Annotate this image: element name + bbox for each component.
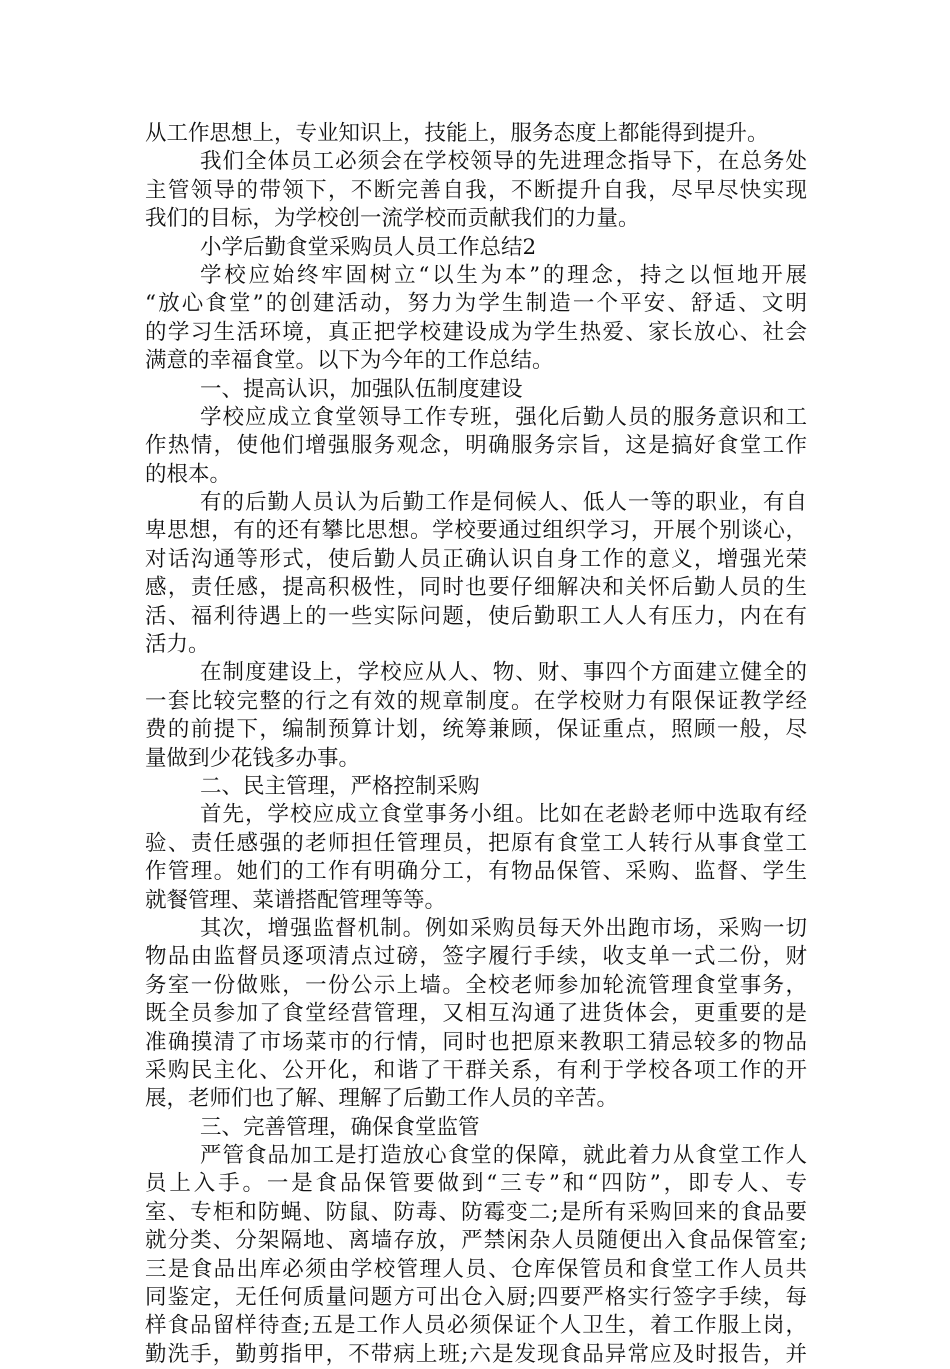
text-line: 小学后勤食堂采购员人员工作总结2 — [200, 234, 537, 260]
text-line: 对话沟通等形式，使后勤人员正确认识自身工作的意义，增强光荣 — [145, 546, 807, 572]
document-body — [145, 120, 807, 1369]
text-line: 感，责任感，提高积极性，同时也要仔细解决和关怀后勤人员的生 — [145, 575, 807, 601]
text-line: 满意的幸福食堂。以下为今年的工作总结。 — [145, 348, 554, 374]
text-line: 量做到少花钱多办事。 — [145, 745, 361, 771]
text-line: 从工作思想上，专业知识上，技能上，服务态度上都能得到提升。 — [145, 121, 769, 146]
text-line: 室、专柜和防蝇、防鼠、防毒、防霉变二;是所有采购回来的食品要 — [145, 1199, 807, 1225]
text-line: 卑思想，有的还有攀比思想。学校要通过组织学习，开展个别谈心， — [145, 518, 807, 544]
text-line: 就餐管理、菜谱搭配管理等等。 — [145, 887, 447, 913]
text-line: 严管食品加工是打造放心食堂的保障，就此着力从食堂工作人 — [200, 1143, 807, 1169]
text-line: 我们的目标，为学校创一流学校而贡献我们的力量。 — [145, 206, 640, 232]
text-line: 采购民主化、公开化，和谐了干群关系，有利于学校各项工作的开 — [145, 1057, 807, 1083]
text-line: 同鉴定，无任何质量问题方可出仓入厨;四要严格实行签字手续，每 — [145, 1285, 807, 1311]
text-line: 主管领导的带领下，不断完善自我，不断提升自我，尽早尽快实现 — [145, 177, 807, 203]
text-line: 学校应成立食堂领导工作专班，强化后勤人员的服务意识和工 — [200, 404, 807, 430]
text-line: 员上入手。一是食品保管要做到“三专”和“四防”，即专人、专 — [145, 1171, 807, 1197]
text-line: 既全员参加了食堂经营管理，又相互沟通了进货体会，更重要的是 — [145, 1001, 807, 1027]
text-line: 学校应始终牢固树立“以生为本”的理念，持之以恒地开展 — [200, 262, 807, 288]
text-line: 三是食品出库必须由学校管理人员、仓库保管员和食堂工作人员共 — [145, 1256, 807, 1282]
text-line: 验、责任感强的老师担任管理员，把原有食堂工人转行从事食堂工 — [145, 830, 807, 856]
text-line: 样食品留样待查;五是工作人员必须保证个人卫生，着工作服上岗， — [145, 1313, 807, 1339]
text-line: 展，老师们也了解、理解了后勤工作人员的辛苦。 — [145, 1086, 619, 1112]
text-line: 的根本。 — [145, 461, 232, 487]
text-line: “放心食堂”的创建活动，努力为学生制造一个平安、舒适、文明 — [145, 291, 807, 317]
text-line: 务室一份做账，一份公示上墙。全校老师参加轮流管理食堂事务， — [145, 972, 807, 998]
text-line: 其次，增强监督机制。例如采购员每天外出跑市场，采购一切 — [200, 915, 807, 941]
text-line: 三、完善管理，确保食堂监管 — [200, 1114, 480, 1140]
text-line: 勤洗手，勤剪指甲，不带病上班;六是发现食品异常应及时报告，并 — [145, 1341, 807, 1367]
text-line: 物品由监督员逐项清点过磅，签字履行手续，收支单一式二份，财 — [145, 944, 807, 970]
text-line: 我们全体员工必须会在学校领导的先进理念指导下，在总务处 — [200, 149, 807, 175]
text-line: 就分类、分架隔地、离墙存放，严禁闲杂人员随便出入食品保管室; — [145, 1228, 807, 1254]
text-line: 有的后勤人员认为后勤工作是伺候人、低人一等的职业，有自 — [200, 490, 807, 516]
text-line: 准确摸清了市场菜市的行情，同时也把原来教职工猜忌较多的物品 — [145, 1029, 807, 1055]
text-line: 活力。 — [145, 632, 210, 658]
text-line: 费的前提下，编制预算计划，统筹兼顾，保证重点，照顾一般，尽 — [145, 717, 807, 743]
text-line: 活、福利待遇上的一些实际问题，使后勤职工人人有压力，内在有 — [145, 603, 807, 629]
text-line: 一、提高认识，加强队伍制度建设 — [200, 376, 523, 402]
text-line: 的学习生活环境，真正把学校建设成为学生热爱、家长放心、社会 — [145, 319, 807, 345]
text-line: 在制度建设上，学校应从人、物、财、事四个方面建立健全的 — [200, 660, 807, 686]
text-line: 首先，学校应成立食堂事务小组。比如在老龄老师中选取有经 — [200, 802, 807, 828]
text-line: 作管理。她们的工作有明确分工，有物品保管、采购、监督、学生 — [145, 859, 807, 885]
text-line: 作热情，使他们增强服务观念，明确服务宗旨，这是搞好食堂工作 — [145, 433, 807, 459]
text-line: 二、民主管理，严格控制采购 — [200, 773, 480, 799]
text-line: 一套比较完整的行之有效的规章制度。在学校财力有限保证教学经 — [145, 688, 807, 714]
